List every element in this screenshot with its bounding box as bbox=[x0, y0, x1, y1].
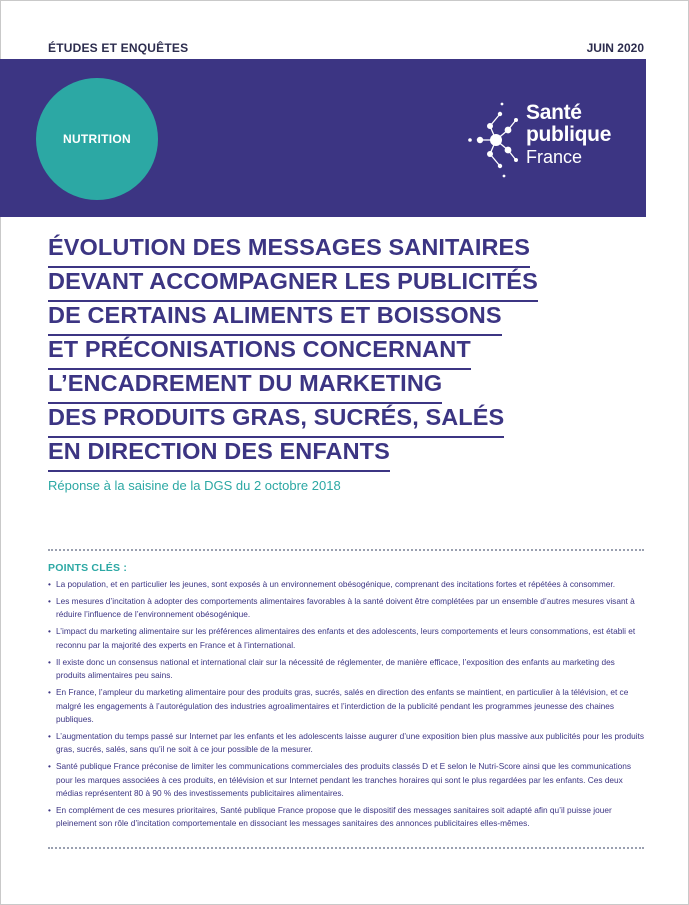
list-item: • Il existe donc un consensus national et international clair sur la nécessité de réglementer, de manière efficace, l’exposition des enfants au marketing des produits alimentaires peu sains. bbox=[48, 656, 646, 683]
theme-badge bbox=[36, 78, 158, 200]
logo-wordmark bbox=[526, 102, 611, 168]
sante-publique-france-logo bbox=[468, 96, 628, 182]
title-line: DES PRODUITS GRAS, SUCRÉS, SALÉS bbox=[48, 404, 504, 438]
title-line: L’ENCADREMENT DU MARKETING bbox=[48, 370, 442, 404]
list-item: • L’augmentation du temps passé sur Internet par les enfants et les adolescents laisse augurer d’une exposition bien plus massive aux publicités pour les produits gras, sucrés, salés, sans qu’il ne soit à ce jour possible de la mesurer. bbox=[48, 730, 646, 757]
logo-line-1: Santé bbox=[526, 101, 582, 124]
list-item: • La population, et en particulier les jeunes, sont exposés à un environnement obésogénique, comprenant des incitations fortes et répétées à consommer. bbox=[48, 578, 646, 591]
publication-date: JUIN 2020 bbox=[586, 41, 644, 55]
key-points-list bbox=[48, 578, 646, 834]
key-points-heading: POINTS CLÉS : bbox=[48, 562, 128, 574]
document-title bbox=[48, 234, 538, 472]
logo-line-2: publique bbox=[526, 123, 612, 146]
subtitle: Réponse à la saisine de la DGS du 2 octobre 2018 bbox=[48, 478, 341, 493]
list-item: • Les mesures d’incitation à adopter des comportements alimentaires favorables à la santé doivent être complétées par un ensemble d’autres mesures visant à réduire l’influence de l’environnement obésogénique. bbox=[48, 595, 646, 622]
title-line: DEVANT ACCOMPAGNER LES PUBLICITÉS bbox=[48, 268, 538, 302]
list-item: • En France, l’ampleur du marketing alimentaire pour des produits gras, sucrés, salés en direction des enfants se maintient, en particulier à la télévision, et ce malgré les engagements à l’autorégulation des industries agroalimentaires et l’interdiction de la publicité pendant les programmes jeunesse des chaines publiques. bbox=[48, 686, 646, 726]
theme-label: NUTRITION bbox=[62, 132, 132, 146]
title-line: DE CERTAINS ALIMENTS ET BOISSONS bbox=[48, 302, 502, 336]
dotted-divider-top bbox=[48, 549, 644, 551]
list-item: • L’impact du marketing alimentaire sur les préférences alimentaires des enfants et des adolescents, leurs comportements et leurs consommations, est établi et reconnu par la majorité des experts en France et à l’international. bbox=[48, 625, 646, 652]
category-label: ÉTUDES ET ENQUÊTES bbox=[48, 41, 189, 55]
list-item: • Santé publique France préconise de limiter les communications commerciales des produits classés D et E selon le Nutri-Score ainsi que les communications pour les marques associées à ces produits, en télévision et sur Internet pendant les tranches horaires qui sont le plus regardées par les enfants. Ces deux médias représentent 80 à 90 % des investissements publicitaires alimentaires. bbox=[48, 760, 646, 800]
logo-line-3: France bbox=[526, 147, 583, 167]
title-line: ÉVOLUTION DES MESSAGES SANITAIRES bbox=[48, 234, 530, 268]
title-line: EN DIRECTION DES ENFANTS bbox=[48, 438, 390, 472]
dotted-divider-bottom bbox=[48, 847, 644, 849]
molecule-logo-icon bbox=[468, 100, 528, 180]
title-line: ET PRÉCONISATIONS CONCERNANT bbox=[48, 336, 471, 370]
list-item: • En complément de ces mesures prioritaires, Santé publique France propose que le dispositif des messages sanitaires soit adapté afin qu’il puisse jouer pleinement son rôle d’incitation comportementale en dissociant les messages sanitaires des annonces publicitaires elles-mêmes. bbox=[48, 804, 646, 831]
